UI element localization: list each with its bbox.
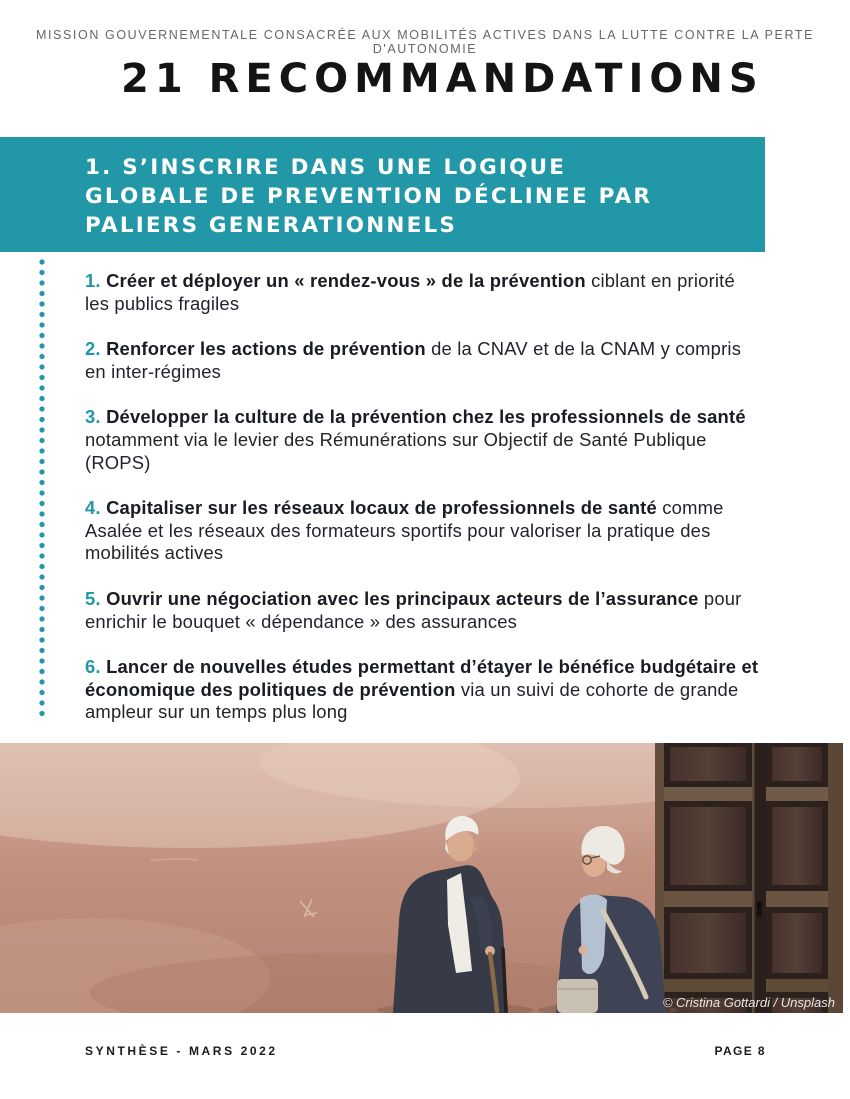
- recommendation-2-text: de la CNAV et de la CNAM y compris en inter-régimes: [85, 338, 742, 382]
- recommendation-5: [85, 588, 761, 633]
- recommendation-3-number: 3.: [85, 406, 101, 428]
- recommendation-4-bold: Capitaliser sur les réseaux locaux de professionnels de santé: [106, 497, 657, 519]
- dotted-divider: [39, 257, 45, 720]
- recommendation-3-text: notamment via le levier des Rémunérations sur Objectif de Santé Publique (ROPS): [85, 428, 707, 473]
- recommendation-6-text: via un suivi de cohorte de grande ampleur sur un temps plus long: [85, 678, 739, 723]
- report-kicker: MISSION GOUVERNEMENTALE CONSACRÉE AUX MOBILITÉS ACTIVES DANS LA LUTTE CONTRE LA PERTE D'AUTONOMIE: [35, 28, 815, 56]
- photo-door: [655, 743, 843, 1013]
- photo-credit: © Cristina Gottardi / Unsplash: [662, 995, 835, 1010]
- recommendation-5-bold: Ouvrir une négociation avec les principaux acteurs de l’assurance: [106, 587, 699, 609]
- recommendation-2-bold: Renforcer les actions de prévention: [106, 338, 426, 360]
- recommendation-4-text: comme Asalée et les réseaux des formateurs sportifs pour valoriser la pratique des mobilités actives: [85, 497, 724, 564]
- photo-elderly-couple: [0, 743, 843, 1013]
- banner-line-2: GLOBALE DE PREVENTION DÉCLINEE PAR: [85, 184, 653, 209]
- recommendation-6-number: 6.: [85, 656, 101, 678]
- recommendation-6: [85, 656, 761, 724]
- recommendation-2: [85, 338, 761, 383]
- recommendation-4: [85, 497, 761, 565]
- recommendation-1-bold: Créer et déployer un « rendez-vous » de la prévention: [106, 270, 586, 291]
- recommendation-5-number: 5.: [85, 587, 101, 609]
- footer-page-number: PAGE 8: [714, 1044, 766, 1058]
- recommendation-3-bold: Développer la culture de la prévention chez les professionnels de santé: [106, 406, 746, 428]
- recommendation-1-text: ciblant en priorité les publics fragiles: [85, 270, 735, 314]
- section-1-banner: [0, 137, 765, 252]
- recommendation-1-number: 1.: [85, 270, 101, 291]
- recommendation-6-bold: Lancer de nouvelles études permettant d’étayer le bénéfice budgétaire et économique des politiques de prévention: [85, 656, 759, 700]
- footer-edition-label: SYNTHÈSE - MARS 2022: [85, 1044, 278, 1058]
- banner-line-3: PALIERS GENERATIONNELS: [85, 213, 458, 238]
- recommendation-4-number: 4.: [85, 497, 101, 519]
- recommendation-3: [85, 406, 761, 474]
- recommendations-list: [85, 270, 761, 747]
- banner-line-1: 1. S’INSCRIRE DANS UNE LOGIQUE: [85, 155, 567, 180]
- recommendation-2-number: 2.: [85, 338, 101, 360]
- recommendation-1: [85, 270, 761, 315]
- page-title: 21 RECOMMANDATIONS: [121, 56, 764, 102]
- recommendation-5-text: pour enrichir le bouquet « dépendance » des assurances: [85, 587, 742, 632]
